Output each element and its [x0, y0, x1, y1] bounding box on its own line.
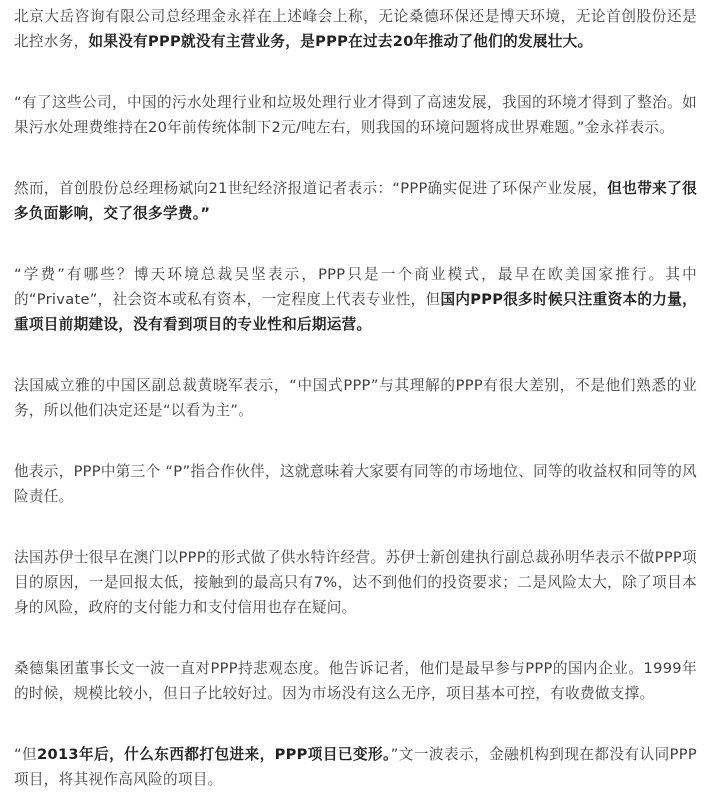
bold-text-segment: 但也带来了很多负面影响，交了很多学费。” — [14, 180, 697, 222]
paragraph-2 — [14, 90, 697, 140]
paragraph-6 — [14, 459, 697, 509]
bold-text-segment: 2013年后，什么东西都打包进来，PPP项目已变形。 — [37, 746, 391, 763]
text-segment: “学费”有哪些？博天环境总裁吴坚表示，PPP只是一个商业模式，最早在欧美国家推行。其中的“Private”，社会资本或私有资本，一定程度上代表专业性，但 — [14, 266, 697, 308]
text-segment: 桑德集团董事长文一波一直对PPP持悲观态度。他告诉记者，他们是最早参与PPP的国内企业。1999年的时候，规模比较小，但日子比较好过。因为市场没有这么无序，项目基本可控，有收费做支撑。 — [14, 660, 697, 702]
text-segment: “但 — [14, 746, 38, 763]
paragraph-5 — [14, 373, 697, 423]
bold-text-segment: 国内PPP很多时候只注重资本的力量，重项目前期建设，没有看到项目的专业性和后期运营。 — [14, 291, 697, 333]
paragraph-3 — [14, 176, 697, 226]
bold-text-segment: 如果没有PPP就没有主营业务，是PPP在过去20年推动了他们的发展壮大。 — [88, 33, 593, 50]
paragraph-1 — [14, 4, 697, 54]
text-segment: 然而，首创股份总经理杨斌向21世纪经济报道记者表示：“PPP确实促进了环保产业发展， — [14, 180, 608, 197]
text-segment: 法国威立雅的中国区副总裁黄晓军表示，“中国式PPP”与其理解的PPP有很大差别，不是他们熟悉的业务，所以他们决定还是“以看为主”。 — [14, 377, 697, 419]
text-segment: 北京大岳咨询有限公司总经理金永祥在上述峰会上称，无论桑德环保还是博天环境，无论首创股份还是北控水务， — [14, 8, 697, 50]
paragraph-8 — [14, 656, 697, 706]
text-segment: 他表示，PPP中第三个 “P”指合作伙伴，这就意味着大家要有同等的市场地位、同等的收益权和同等的风险责任。 — [14, 463, 697, 505]
paragraph-7 — [14, 545, 697, 620]
text-segment: “有了这些公司，中国的污水处理行业和垃圾处理行业才得到了高速发展，我国的环境才得到了整治。如果污水处理费维持在20年前传统体制下2元/吨左右，则我国的环境问题将成世界难题。”金永祥表示。 — [14, 94, 697, 136]
paragraph-4 — [14, 262, 697, 337]
text-segment: 法国苏伊士很早在澳门以PPP的形式做了供水特许经营。苏伊士新创建执行副总裁孙明华表示不做PPP项目的原因，一是回报太低，接触到的最高只有7%，达不到他们的投资要求；二是风险太大，除了项目本身的风险，政府的支付能力和支付信用也存在疑问。 — [14, 549, 697, 616]
text-segment: ”文一波表示，金融机构到现在都没有认同PPP项目，将其视作高风险的项目。 — [14, 746, 697, 788]
paragraph-9 — [14, 742, 697, 792]
